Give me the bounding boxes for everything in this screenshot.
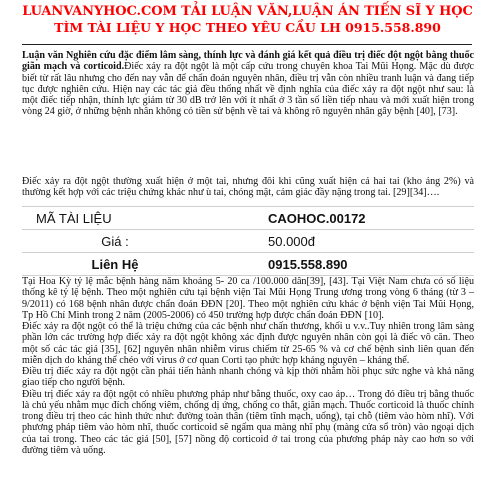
header-divider — [22, 44, 472, 45]
body-text — [22, 276, 474, 456]
site-header — [0, 4, 495, 36]
intro-paragraph — [22, 50, 474, 118]
body-paragraph: Tại Hoa Kỳ tỷ lệ mắc bệnh hàng năm khoảng 5- 20 ca /100.000 dân[39], [43]. Tại Việt Nam chưa có số liệu thống kê tỷ lệ bệnh. Theo một nghiên cứu tại bệnh viện Tai Mũi Họng Trung ương trong vòng 6 tháng (từ 3 – 9/2011) có 168 bệnh nhân được chẩn đoán ĐĐN [20]. Theo một nghiên cứu khác ở bệnh viện Tai Mũi Họng, Tp Hồ Chí Minh trong 2 năm (2005-2006) có 450 trường hợp được chẩn đoán ĐĐN [10]. — [22, 276, 474, 321]
document-code-label: MÃ TÀI LIỆU — [36, 210, 112, 226]
document-code-value: CAOHOC.00172 — [268, 210, 366, 226]
body-paragraph: Điều trị điếc xảy ra đột ngột có nhiều phương pháp như bằng thuốc, oxy cao áp… Trong đó điều trị bằng thuốc là chủ yếu nhằm mục đích chống viêm, chống dị ứng, chống co thắt, giãn mạch. Thuốc corticoid là thuốc chính trong điều trị theo các hình thức như: đường toàn thân (tiêm tĩnh mạch, uống), tại chỗ (tiêm vào hòm nhĩ). Với phương pháp tiêm vào hòm nhĩ, thuốc corticoid sẽ ngấm qua màng nhĩ phụ (màng cửa sổ tròn) vào ngoại dịch của tai trong. Theo các tác giả [50], [57] nồng độ corticoid ở tai trong của phương pháp này cao hơn so với đường tiêm và uống. — [22, 388, 474, 456]
contact-row — [22, 252, 474, 276]
pricing-table — [22, 206, 474, 276]
thesis-title: Luận văn Nghiên cứu đặc điểm lâm sàng, thính lực và đánh giá kết quả điều trị điếc đột ngột bằng thuốc giãn mạch và corticoid. — [22, 50, 474, 73]
paragraph-2: Điếc xảy ra đột ngột thường xuất hiện ở một tai, nhưng đôi khi cũng xuất hiện cả hai tai (kho ảng 2%) và thường kết hợp với các triệu chứng khác như ù tai, chóng mặt, cảm giác đầy nặng trong tai. [29][34]…. — [22, 176, 474, 199]
header-line-2: TÌM TÀI LIỆU Y HỌC THEO YÊU CẦU LH 0915.558.890 — [54, 20, 441, 35]
contact-label: Liên Hệ — [91, 256, 139, 272]
price-label: Giá : — [101, 233, 129, 249]
intro-body: Điếc xảy ra đột ngột là một cấp cứu trong chuyên khoa Tai Mũi Họng. Mặc dù được biết từ rất lâu nhưng cho đến nay vẫn để chẩn đoán nguyên nhân, điều trị vẫn còn nhiều tranh luận và đang tiếp tục được nghiên cứu. Hiện nay các tác giả đều thống nhất về định nghĩa của điếc xảy ra đột ngột như sau: là một điếc tiếp nhận, thính lực giảm từ 30 dB trở lên với ít nhất ở 3 tần số liền tiếp nhau và mới xuất hiện trong vòng 24 giờ, ở những bệnh nhân không có tiền sử bệnh về tai và không rõ nguyên nhân gây bệnh [40], [73]. — [22, 61, 475, 118]
price-value: 50.000đ — [268, 233, 315, 249]
body-paragraph: Điều trị điếc xảy ra đột ngột cần phải tiến hành nhanh chóng và kịp thời nhằm hồi phục sức nghe và khả năng giao tiếp cho người bệnh. — [22, 366, 474, 389]
contact-phone[interactable]: 0915.558.890 — [268, 256, 348, 272]
price-row — [22, 229, 474, 252]
body-paragraph: Điếc xảy ra đột ngột có thể là triệu chứng của các bệnh như chấn thương, khối u v.v..Tuy nhiên trong lâm sàng phần lớn các trường hợp điếc xảy ra đột ngột không xác định được nguyên nhân còn gọi là điếc vô căn. Theo một số các tác giả [35], [62] nguyên nhân nhiễm virus chiếm từ 25-65 % và cơ chế bệnh sinh liên quan đến miễn dịch do kháng thể chéo với virus ở cơ quan Corti tạo phức hợp kháng nguyên – kháng thể. — [22, 321, 474, 366]
document-code-row — [22, 206, 474, 229]
header-line-1: LUANVANYHOC.COM TẢI LUẬN VĂN,LUẬN ÁN TIẾN SĨ Y HỌC — [22, 4, 473, 19]
